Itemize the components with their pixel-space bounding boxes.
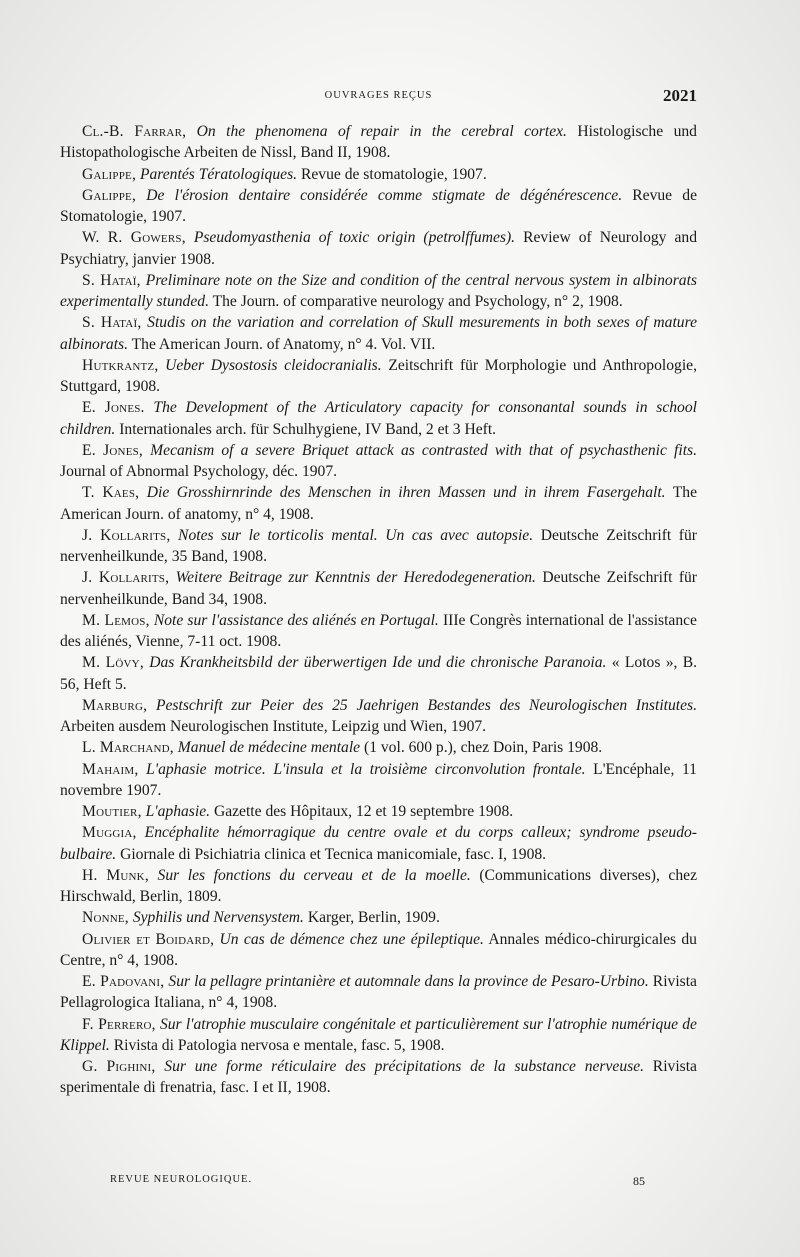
- bibliography-entry: [60, 695, 697, 738]
- entry-title: Encéphalite hémorragique du centre ovale et du corps calleux; syndrome pseudo-bulbaire.: [60, 824, 697, 863]
- bibliography-entry: [60, 525, 697, 568]
- bibliography-entry: [60, 822, 697, 865]
- entry-author: Cl.-B. Farrar,: [82, 123, 187, 140]
- bibliography-entry: [60, 1056, 697, 1099]
- bibliography-entry: [60, 759, 697, 802]
- running-title: OUVRAGES REÇUS: [324, 90, 433, 101]
- page-number: 2021: [663, 86, 697, 105]
- entry-publication: « Lotos », B. 56, Heft 5.: [60, 654, 697, 693]
- entry-author: Mahaim,: [82, 760, 139, 778]
- bibliography-entry: [60, 164, 697, 185]
- entry-author: T. Kaes,: [82, 484, 140, 502]
- entry-title: Ueber Dysostosis cleidocranialis.: [165, 356, 382, 374]
- entry-author: S. Hataï,: [82, 271, 141, 289]
- entry-title: Studis on the variation and correlation of Skull mesurements in both sexes of mature albinorats.: [60, 314, 697, 353]
- entry-author: J. Kollarits,: [82, 569, 170, 587]
- bibliography-entry: [60, 652, 697, 695]
- entry-author: E. Jones,: [82, 441, 144, 459]
- entry-author: Nonne,: [82, 909, 129, 927]
- entry-author: Hutkrantz,: [82, 356, 159, 374]
- entry-publication: Rivista di Patologia nervosa e mentale, fasc. 5, 1908.: [113, 1036, 445, 1054]
- entry-publication: Deutsche Zeifschrift für nervenheilkunde, Band 34, 1908.: [60, 569, 697, 608]
- entry-title: Note sur l'assistance des aliénés en Portugal.: [153, 611, 439, 629]
- bibliography-entry: [60, 312, 697, 355]
- bibliography-entry: [60, 440, 697, 483]
- entry-title: Sur la pellagre printanière et automnale dans la province de Pesaro-Urbino.: [168, 973, 649, 990]
- entry-title: L'aphasie motrice. L'insula et la troisième circonvolution frontale.: [146, 760, 586, 778]
- entry-title: L'aphasie.: [145, 803, 211, 820]
- bibliography-list: [60, 121, 697, 1099]
- entry-title: Das Krankheitsbild der überwertigen Ide und die chronische Paranoia.: [149, 654, 607, 672]
- entry-author: S. Hataï,: [82, 314, 142, 332]
- bibliography-entry: [60, 971, 697, 1014]
- entry-title: Sur les fonctions du cerveau et de la moelle.: [157, 866, 471, 884]
- entry-publication: Review of Neurology and Psychiatry, janvier 1908.: [60, 229, 698, 268]
- signature-number: 85: [633, 1174, 645, 1188]
- entry-author: Galippe,: [82, 165, 137, 183]
- bibliography-entry: [60, 567, 697, 610]
- entry-publication: Arbeiten ausdem Neurologischen Institute, Leipzig und Wien, 1907.: [60, 718, 487, 735]
- page-header: [60, 86, 697, 110]
- page-footer: [110, 1174, 645, 1188]
- entry-author: J. Kollarits,: [82, 526, 171, 544]
- entry-title: Sur une forme réticulaire des précipitations de la substance nerveuse.: [164, 1058, 645, 1075]
- bibliography-entry: [60, 907, 697, 928]
- entry-publication: Histologische und Histopathologische Arbeiten de Nissl, Band II, 1908.: [60, 123, 697, 162]
- bibliography-entry: [60, 1014, 697, 1057]
- entry-author: W. R. Gowers,: [82, 229, 186, 247]
- entry-publication: Rivista sperimentale di frenatria, fasc. I et II, 1908.: [60, 1058, 697, 1097]
- footer-journal: REVUE NEUROLOGIQUE.: [110, 1174, 253, 1185]
- entry-title: Sur l'atrophie musculaire congénitale et particulièrement sur l'atrophie numérique de Klippel.: [60, 1015, 697, 1054]
- entry-author: Marburg,: [82, 696, 148, 714]
- entry-title: De l'érosion dentaire considérée comme stigmate de dégénérescence.: [146, 186, 623, 204]
- bibliography-entry: [60, 121, 697, 164]
- entry-title: Pestschrift zur Peier des 25 Jaehrigen Bestandes des Neurologischen Institutes.: [155, 696, 697, 714]
- bibliography-entry: [60, 270, 697, 313]
- entry-author: Olivier et Boidard,: [82, 930, 215, 948]
- entry-author: L. Marchand,: [82, 739, 174, 757]
- entry-publication: Gazette des Hôpitaux, 12 et 19 septembre 1908.: [213, 803, 514, 820]
- bibliography-entry: [60, 610, 697, 653]
- entry-author: M. Lövy,: [82, 654, 144, 672]
- entry-publication: The American Journ. of anatomy, n° 4, 1908.: [60, 484, 698, 523]
- entry-publication: Rivista Pellagrologica Italiana, n° 4, 1908.: [60, 973, 697, 1012]
- entry-author: Galippe,: [82, 186, 137, 204]
- entry-publication: Internationales arch. für Schulhygiene, IV Band, 2 et 3 Heft.: [119, 420, 497, 438]
- entry-publication: L'Encéphale, 11 novembre 1907.: [60, 760, 697, 799]
- entry-title: On the phenomena of repair in the cerebral cortex.: [196, 123, 567, 140]
- bibliography-entry: [60, 355, 697, 398]
- entry-author: M. Lemos,: [82, 611, 150, 629]
- entry-title: Weitere Beitrage zur Kenntnis der Heredodegeneration.: [175, 569, 536, 587]
- entry-author: E. Jones.: [82, 399, 145, 417]
- entry-title: The Development of the Articulatory capacity for consonantal sounds in school children.: [60, 399, 697, 438]
- entry-publication: (Communications diverses), chez Hirschwald, Berlin, 1809.: [60, 866, 697, 905]
- bibliography-entry: [60, 482, 697, 525]
- entry-publication: The American Journ. of Anatomy, n° 4. Vol. VII.: [131, 335, 436, 353]
- entry-publication: Revue de Stomatologie, 1907.: [60, 186, 697, 225]
- entry-publication: Karger, Berlin, 1909.: [307, 909, 440, 927]
- entry-publication: IIIe Congrès international de l'assistance des aliénés, Vienne, 7-11 oct. 1908.: [60, 611, 697, 650]
- entry-author: E. Padovani,: [82, 973, 165, 990]
- bibliography-entry: [60, 737, 697, 758]
- entry-publication: Annales médico-chirurgicales du Centre, n° 4, 1908.: [60, 930, 697, 969]
- entry-title: Manuel de médecine mentale: [177, 739, 361, 757]
- entry-title: Preliminare note on the Size and condition of the central nervous system in albinorats experimentally stunded.: [60, 271, 697, 310]
- entry-title: Notes sur le torticolis mental. Un cas avec autopsie.: [178, 526, 534, 544]
- entry-author: H. Munk,: [82, 866, 149, 884]
- bibliography-entry: [60, 929, 697, 972]
- entry-publication: Deutsche Zeitschrift für nervenheilkunde, 35 Band, 1908.: [60, 526, 697, 565]
- entry-title: Mecanism of a severe Briquet attack as contrasted with that of psychasthenic fits.: [150, 441, 697, 459]
- entry-author: Moutier,: [82, 803, 142, 820]
- entry-publication: The Journ. of comparative neurology and Psychology, n° 2, 1908.: [212, 293, 623, 310]
- bibliography-entry: [60, 801, 697, 822]
- entry-author: G. Pighini,: [82, 1058, 156, 1075]
- bibliography-entry: [60, 397, 697, 440]
- entry-title: Parentés Tératologiques.: [139, 165, 298, 183]
- entry-title: Pseudomyasthenia of toxic origin (petrolffumes).: [193, 229, 516, 247]
- entry-publication: Journal of Abnormal Psychology, déc. 1907.: [60, 463, 338, 480]
- entry-title: Un cas de démence chez une épileptique.: [219, 930, 484, 948]
- entry-author: Muggia,: [82, 824, 137, 842]
- bibliography-entry: [60, 185, 697, 228]
- bibliography-entry: [60, 865, 697, 908]
- entry-title: Syphilis und Nervensystem.: [132, 909, 304, 927]
- entry-title: Die Grosshirnrinde des Menschen in ihren Massen und in ihrem Fasergehalt.: [146, 484, 666, 502]
- entry-author: F. Perrero,: [82, 1015, 156, 1033]
- bibliography-entry: [60, 227, 697, 270]
- entry-publication: Revue de stomatologie, 1907.: [300, 165, 487, 183]
- entry-publication: (1 vol. 600 p.), chez Doin, Paris 1908.: [364, 739, 603, 757]
- entry-publication: Giornale di Psichiatria clinica et Tecnica manicomiale, fasc. I, 1908.: [120, 845, 547, 863]
- entry-publication: Zeitschrift für Morphologie und Anthropologie, Stuttgard, 1908.: [60, 356, 697, 395]
